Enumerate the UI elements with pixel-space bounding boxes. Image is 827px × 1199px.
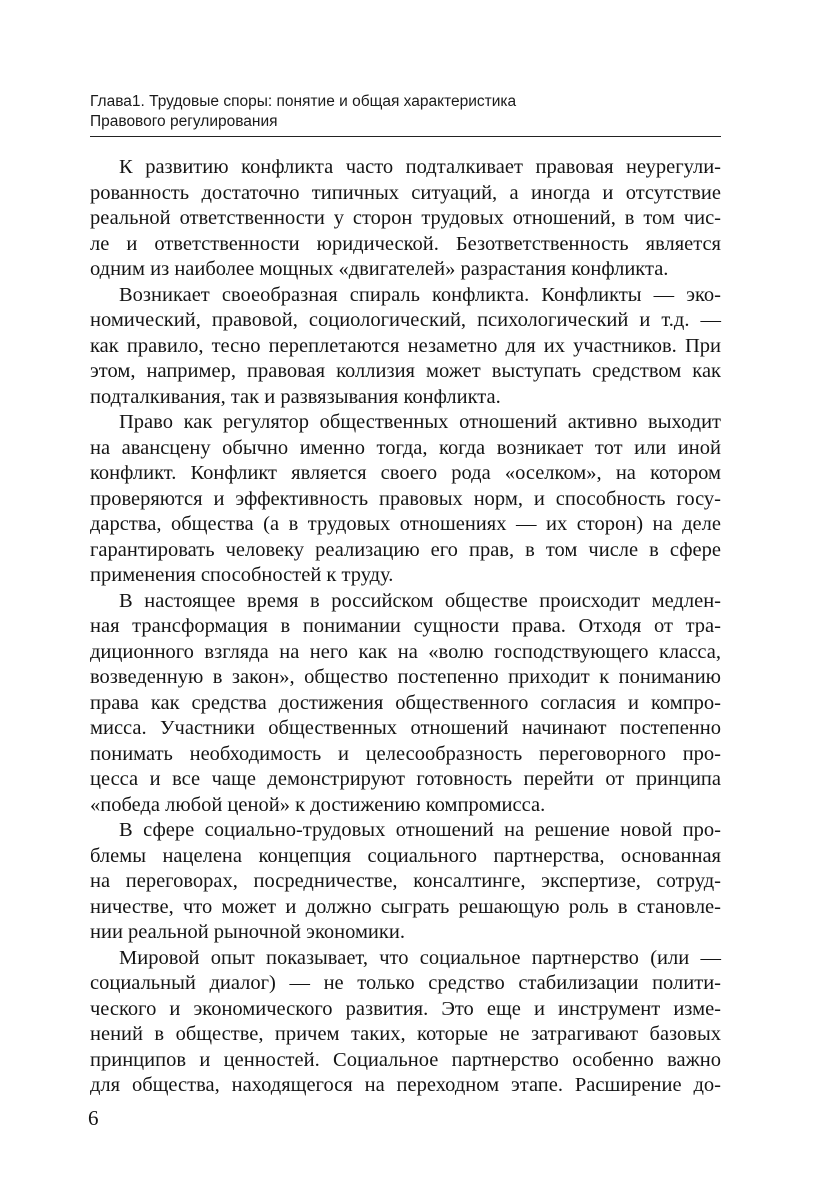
text-line: Возникает своеобразная спираль конфликта. Конфликты — эко-	[119, 283, 721, 306]
text-line: ческого и экономического развития. Это еще и инструмент изме-	[90, 997, 721, 1020]
text-line: конфликт. Конфликт является своего рода «оселком», на котором	[90, 462, 721, 484]
text-line: одним из наиболее мощных «двигателей» разрастания конфликта.	[90, 258, 669, 280]
text-line: на авансцену обычно именно тогда, когда возникает тот или иной	[90, 436, 721, 459]
text-line: для общества, находящегося на переходном этапе. Расширение до-	[90, 1074, 721, 1096]
text-line: возведенную в закон», общество постепенно приходит к пониманию	[90, 666, 721, 688]
text-line: дарства, общества (а в трудовых отношениях — их сторон) на деле	[90, 513, 721, 535]
text-line: Право как регулятор общественных отношений активно выходит	[119, 411, 721, 433]
text-line: понимать необходимость и целесообразность переговорного про-	[90, 742, 721, 765]
paragraph-5	[90, 818, 721, 946]
text-line: права как средства достижения общественного согласия и компро-	[90, 691, 721, 714]
text-line: «победа любой ценой» к достижению компромисса.	[90, 793, 546, 816]
text-line: как правило, тесно переплетаются незаметно для их участников. При	[90, 334, 721, 357]
text-line: ная трансформация в понимании сущности права. Отходя от тра-	[90, 615, 721, 637]
running-head-line-1: Глава1. Трудовые споры: понятие и общая характеристика	[90, 93, 517, 110]
text-line: нии реальной рыночной экономики.	[90, 921, 405, 943]
header-divider	[90, 136, 721, 137]
text-line: этом, например, правовая коллизия может выступать средством как	[90, 360, 721, 382]
text-line: гарантировать человеку реализацию его прав, в том числе в сфере	[90, 538, 721, 561]
text-line: нений в обществе, причем таких, которые не затрагивают базовых	[90, 1023, 721, 1045]
paragraph-1	[90, 155, 721, 283]
text-line: мисса. Участники общественных отношений начинают постепенно	[90, 717, 721, 739]
text-line: подталкивания, так и развязывания конфликта.	[90, 385, 501, 408]
text-line: Мировой опыт показывает, что социальное партнерство (или —	[119, 946, 721, 969]
text-line: применения способностей к труду.	[90, 564, 394, 586]
text-line: диционного взгляда на него как на «волю господствующего класса,	[90, 640, 721, 663]
text-line: номический, правовой, социологический, психологический и т.д. —	[90, 309, 721, 331]
text-line: проверяются и эффективность правовых норм, и способность госу-	[90, 487, 721, 510]
text-line: цесса и все чаще демонстрируют готовность перейти от принципа	[90, 768, 721, 790]
text-line: социальный диалог) — не только средство стабилизации полити-	[90, 972, 721, 994]
text-line: ле и ответственности юридической. Безответственность является	[90, 232, 721, 255]
text-line: принципов и ценностей. Социальное партнерство особенно важно	[90, 1048, 721, 1071]
paragraph-2	[90, 283, 721, 411]
paragraph-6	[90, 946, 721, 1099]
text-line: К развитию конфликта часто подталкивает правовая неурегули-	[119, 156, 721, 178]
paragraph-4	[90, 589, 721, 819]
text-line: блемы нацелена концепция социального партнерства, основанная	[90, 844, 721, 867]
page-number: 6	[88, 1106, 99, 1130]
text-line: рованность достаточно типичных ситуаций, а иногда и отсутствие	[90, 181, 721, 204]
text-line: реальной ответственности у сторон трудовых отношений, в том чис-	[90, 207, 721, 229]
text-line: на переговорах, посредничестве, консалтинге, экспертизе, сотруд-	[90, 870, 721, 892]
running-head-line-2: Правового регулирования	[90, 113, 278, 130]
running-head	[90, 92, 720, 132]
paragraph-3	[90, 410, 721, 589]
text-line: ничестве, что может и должно сыграть решающую роль в становле-	[90, 895, 721, 918]
text-line: В настоящее время в российском обществе происходит медлен-	[119, 589, 721, 612]
text-line: В сфере социально-трудовых отношений на решение новой про-	[119, 819, 721, 841]
body-text	[90, 155, 721, 1099]
